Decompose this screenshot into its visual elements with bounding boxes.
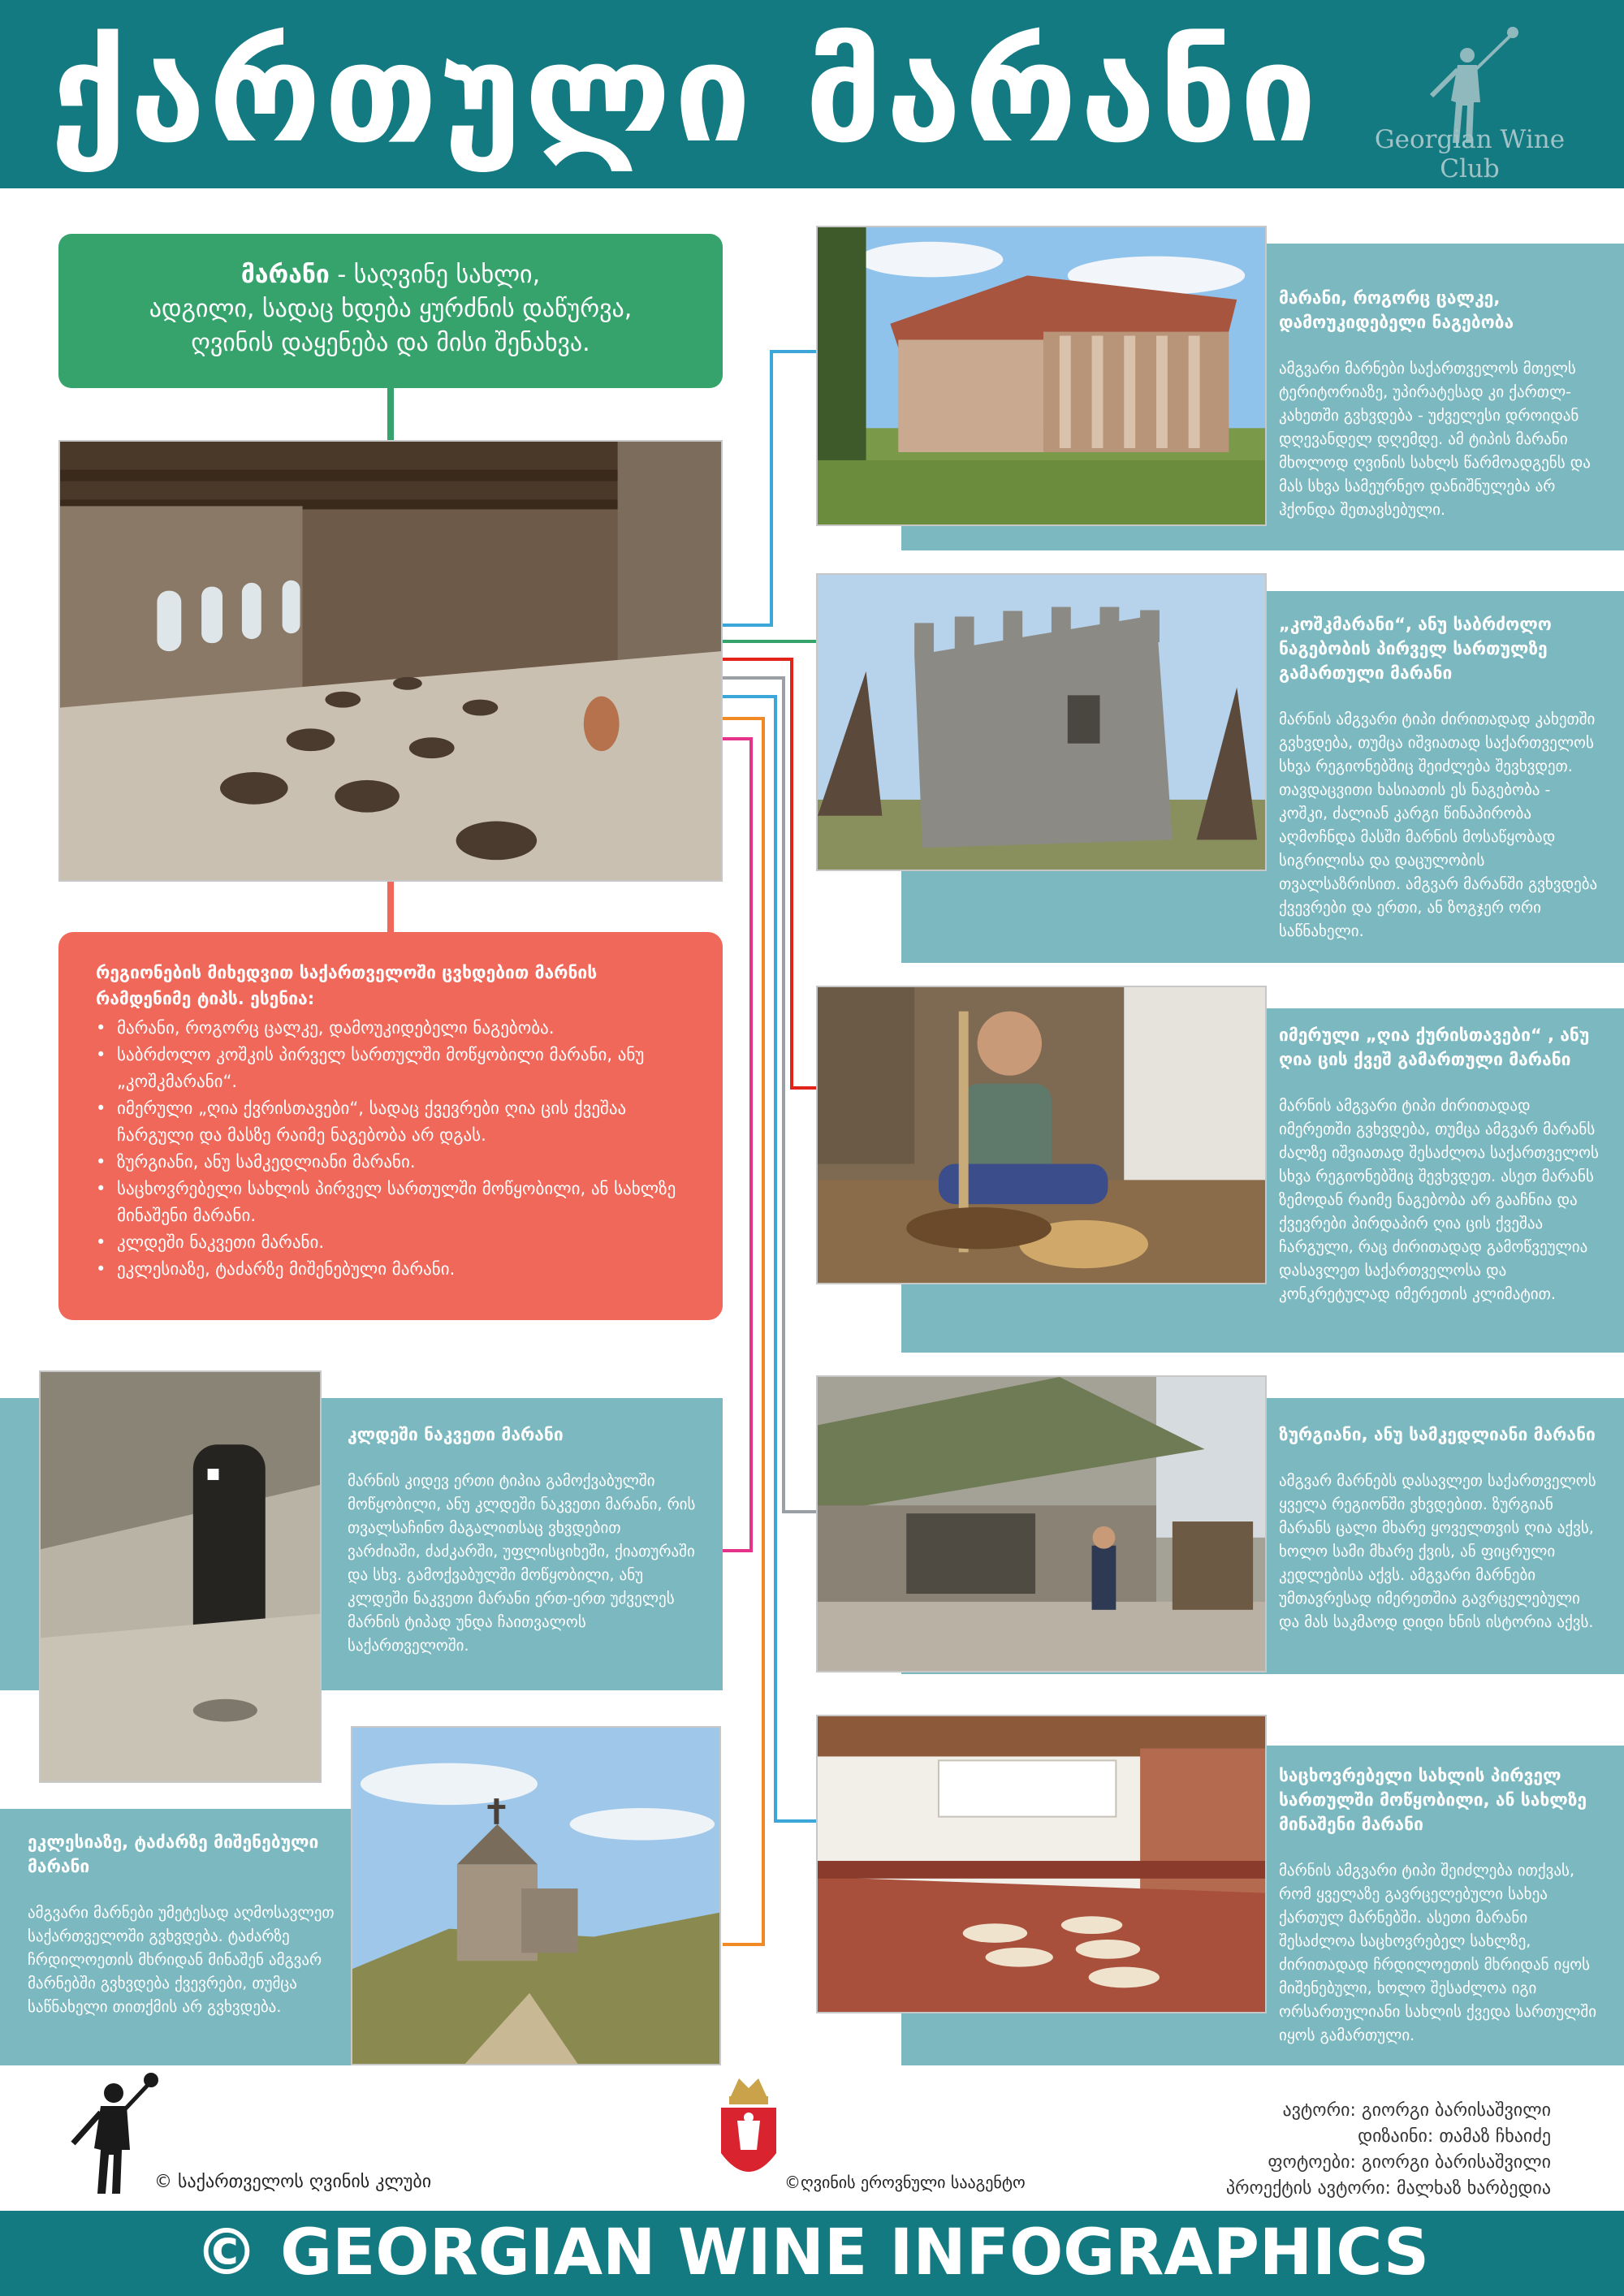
types-list <box>96 1015 685 1283</box>
types-item: • ზურგიანი, ანუ სამკედლიანი მარანი. <box>96 1149 685 1176</box>
definition-line-1 <box>81 258 700 292</box>
club-silhouette-icon <box>65 2069 162 2199</box>
connector-magenta-rock <box>723 739 751 1551</box>
standalone-body: ამგვარი მარნები საქართველოს მთელს ტერიტორიაზე, უპირატესად კი ქართლ-კახეთში გვხვდება - უძველესი დროიდან დღევანდელ დღემდე. ამ ტიპის მარანი მხოლოდ ღვინის სახლს წარმოადგენს და მას სხვა სამეურნეო დანიშნულება არ ჰქონდა შეთავსებული. <box>1279 360 1591 519</box>
types-item: • იმერული „ღია ქვრისთავები“, სადაც ქვევრები ღია ცის ქვეშაა ჩარგული და მასზე რაიმე ნაგებობა არ დგას. <box>96 1095 685 1149</box>
definition-line-3: ღვინის დაყენება და მისი შენახვა. <box>191 329 590 357</box>
types-item: • საბრძოლო კოშკის პირველ სართულში მოწყობილი მარანი, ანუ „კოშკმარანი“. <box>96 1042 685 1095</box>
connector-blue-house <box>723 697 816 1821</box>
rock-body: მარნის კიდევ ერთი ტიპია გამოქვაბულში მოწყობილი, ანუ კლდეში ნაკვეთი მარანი, რის თვალსაჩინო მაგალითსაც ვხვდებით ვარძიაში, ძაძკარში, უფლისციხეში, ქიათურაში და სხვ. გამოქვაბულში მოწყობილი, ანუ კლდეში ნაკვეთი მარანი ერთ-ერთ უძველეს მარნის ტიპად უნდა ჩაითვალოს საქართველოში. <box>348 1472 696 1655</box>
coat-of-arms-icon <box>715 2072 783 2194</box>
zurgiani-title: ზურგიანი, ანუ სამკედლიანი მარანი <box>1279 1425 1596 1444</box>
cellar-interior-photo <box>58 440 723 882</box>
house-title: საცხოვრებელი სახლის პირველ სართულში მოწყობილი, ან სახლზე მინაშენი მარანი <box>1279 1766 1587 1834</box>
rock-cut-marani-photo <box>39 1370 322 1783</box>
definition-line-2: ადგილი, სადაც ხდება ყურძნის დაწურვა, <box>149 295 633 323</box>
connector-red-imeretian <box>723 659 816 1088</box>
tower-body: მარნის ამგვარი ტიპი ძირითადად კახეთში გვხვდება, თუმცა იშვიათად საქართველოს სხვა რეგიონებშიც შეიძლება შევხვდეთ. თავდაცვითი ხასიათის ეს ნაგებობა - კოშკი, ძალიან კარგი წინაპირობა აღმოჩნდა მასში მარნის მოსაწყობად სიგრილისა და დაცულობის თვალსაზრისით. ამგვარ მარანში გვხვდება ქვევრები და ერთი, ან ზოგჯერ ორი საწნახელი. <box>1279 710 1598 940</box>
definition-term: მარანი <box>240 261 330 289</box>
zurgiani-body: ამგვარ მარნებს დასავლეთ საქართველოს ყველა რეგიონში ვხვდებით. ზურგიან მარანს ცალი მხარე ყოველთვის ღია აქვს, ხოლო სამი მხარე ქვის, ან ფიცრული კედლებისა აქვს. ამგვარი მარნები უმთავრესად იმერეთშია გავრცელებული და მას საკმაოდ დიდი ხნის ისტორია აქვს. <box>1279 1472 1596 1631</box>
agency-copyright: ©ღვინის ეროვნული სააგენტო <box>784 2173 1026 2192</box>
definition-box <box>58 234 723 388</box>
club-copyright: © საქართველოს ღვინის კლუბი <box>154 2172 432 2192</box>
connector-orange-church <box>723 719 763 1944</box>
tower-title: „კოშკმარანი“, ანუ საბრძოლო ნაგებობის პირველ სართულზე გამართული მარანი <box>1279 615 1552 683</box>
rock-title: კლდეში ნაკვეთი მარანი <box>348 1425 564 1444</box>
types-box <box>58 932 723 1320</box>
tower-marani-photo <box>816 573 1267 871</box>
footer-brand: © GEORGIAN WINE INFOGRAPHICS <box>194 2216 1430 2290</box>
church-marani-photo <box>351 1726 721 2065</box>
standalone-marani-photo <box>816 226 1267 526</box>
credit-photos: ფოტოები: გიორგი ბარისაშვილი <box>1268 2152 1551 2173</box>
house-body: მარნის ამგვარი ტიპი შეიძლება ითქვას, რომ ყველაზე გავრცელებული სახეა ქართულ მარნებში. ასეთი მარანი შესაძლოა საცხოვრებელ სახლზე, ძირითადად ჩრდილოეთის მხრიდან იყოს მიშენებული, ხოლო შესაძლოა იგი ორსართულიანი სახლის ქვედა სართულში იყოს გამართული. <box>1279 1862 1597 2044</box>
house-marani-photo <box>816 1715 1267 2013</box>
types-item: • ეკლესიაზე, ტაძარზე მიშენებული მარანი. <box>96 1256 685 1283</box>
zurgiani-marani-photo <box>816 1375 1267 1672</box>
connector-grey-zurgiani <box>723 678 816 1512</box>
credit-author: ავტორი: გიორგი ბარისაშვილი <box>1282 2100 1551 2121</box>
imeretian-marani-photo <box>816 986 1267 1284</box>
types-item: • კლდეში ნაკვეთი მარანი. <box>96 1229 685 1256</box>
credit-design: დიზაინი: თამაზ ჩხაიძე <box>1358 2126 1551 2147</box>
church-body: ამგვარი მარნები უმეტესად აღმოსავლეთ საქართველოში გვხვდება. ტაძარზე ჩრდილოეთის მხრიდან მინაშენ ამგვარ მარნებში გვხვდება ქვევრები, თუმცა საწნახელი თითქმის არ გვხვდება. <box>28 1904 335 2016</box>
types-intro: რეგიონების მიხედვით საქართველოში ცვხდებით მარნის რამდენიმე ტიპს. ესენია: <box>96 963 598 1008</box>
types-item: • მარანი, როგორც ცალკე, დამოუკიდებელი ნაგებობა. <box>96 1015 685 1042</box>
standalone-title: მარანი, როგორც ცალკე, დამოუკიდებელი ნაგებობა <box>1279 288 1514 332</box>
definition-text-1: - საღვინე სახლი, <box>329 261 541 289</box>
imeretian-title: იმერული „ღია ქურისთავები“ , ანუ ღია ცის ქვეშ გამართული მარანი <box>1279 1025 1590 1069</box>
imeretian-body: მარნის ამგვარი ტიპი ძირითადად იმერეთში გვხვდება, თუმცა ამგვარ მარანს ძალზე იშვიათად შესაძლოა საქართველოს სხვა რეგიონებშიც შევხვდეთ. ასეთ მარანს ზემოდან რაიმე ნაგებობა არ გააჩნია და ქვევრები პირდაპირ ღია ცის ქვეშაა ჩარგული, რაც ძირითადად გამოწვეულია დასავლეთ საქართველოსა და კონკრეტულად იმერეთის კლიმატით. <box>1279 1097 1599 1303</box>
page-title: ქართული მარანი <box>50 14 1320 173</box>
church-title: ეკლესიაზე, ტაძარზე მიშენებული მარანი <box>28 1832 319 1876</box>
credits-block <box>1145 2098 1551 2202</box>
credit-project: პროექტის ავტორი: მალხაზ ხარბედია <box>1225 2178 1551 2199</box>
club-logo-name: Georgian Wine Club <box>1374 125 1566 183</box>
church-panel <box>0 1809 351 2065</box>
connector-blue-standalone <box>723 352 816 625</box>
types-item: • საცხოვრებელი სახლის პირველ სართულში მოწყობილი, ან სახლზე მინაშენი მარანი. <box>96 1176 685 1229</box>
